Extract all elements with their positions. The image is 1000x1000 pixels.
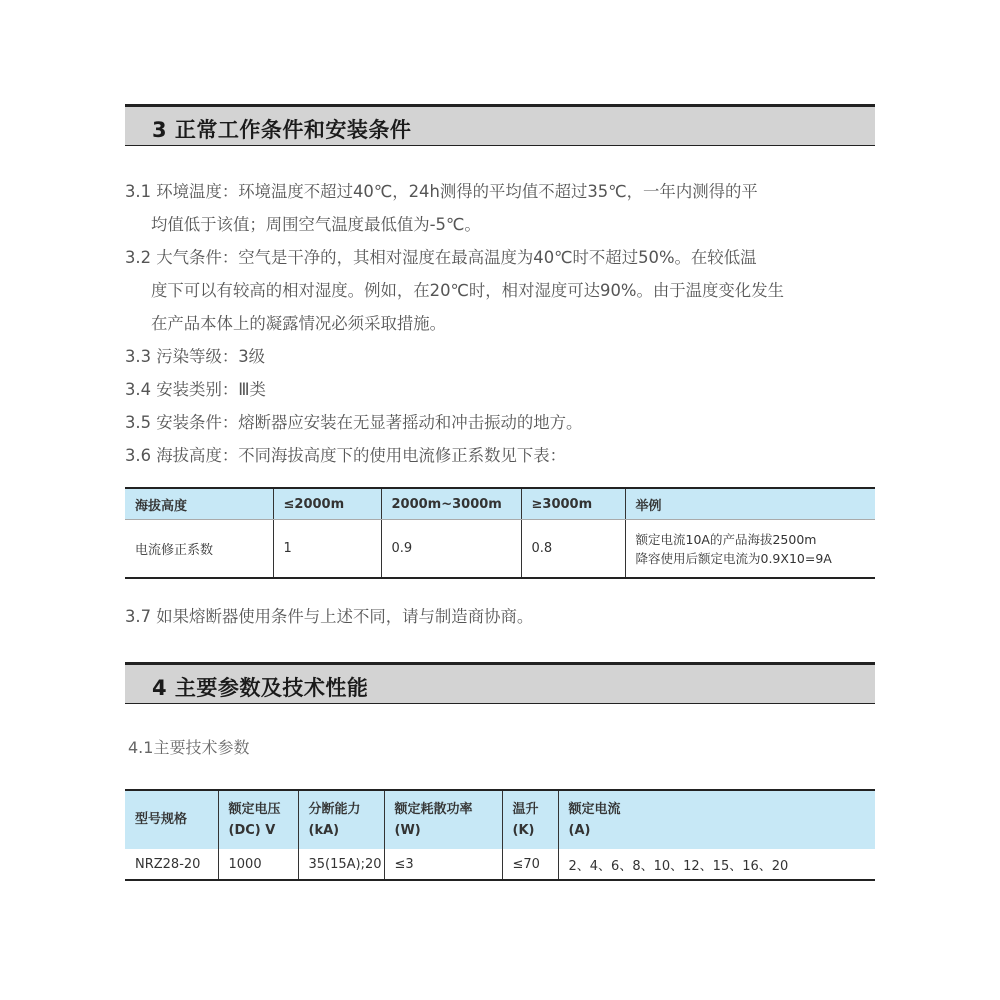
item-3-2-line2: 度下可以有较高的相对湿度。例如，在20℃时，相对湿度可达90%。由于温度变化发生 <box>151 281 784 300</box>
item-3-2-line1: 3.2 大气条件：空气是干净的，其相对湿度在最高温度为40℃时不超过50%。在较低温 <box>125 248 757 267</box>
header-line: (A) <box>568 823 591 838</box>
item-3-7 <box>125 600 885 633</box>
table-row <box>125 520 875 579</box>
rated-current-cell: 2、4、6、8、10、12、15、16、20 <box>558 849 875 880</box>
header-line: 额定电流 <box>568 802 621 817</box>
altitude-header-cell: 举例 <box>625 488 875 520</box>
params-header-cell <box>125 790 218 849</box>
row-label: 电流修正系数 <box>135 543 214 558</box>
section-4-header <box>125 662 875 704</box>
section-3-title: 3 正常工作条件和安装条件 <box>152 118 412 142</box>
header-line: 分断能力 <box>308 802 361 817</box>
params-header-cell <box>218 790 298 849</box>
item-3-6-text: 3.6 海拔高度：不同海拔高度下的使用电流修正系数见下表： <box>125 446 567 465</box>
header-line: 额定耗散功率 <box>394 802 473 817</box>
params-table-header <box>125 790 875 849</box>
header-line: (K) <box>512 823 535 838</box>
params-header-cell <box>558 790 875 849</box>
voltage-cell: 1000 <box>218 849 298 880</box>
header-line: (kA) <box>308 823 340 838</box>
item-3-1-line2: 均值低于该值；周围空气温度最低值为-5℃。 <box>151 215 481 234</box>
altitude-table <box>125 487 875 579</box>
header-line: (W) <box>394 823 421 838</box>
item-3-2 <box>125 241 885 340</box>
header-line: 额定电压 <box>228 802 281 817</box>
altitude-header-cell: 海拔高度 <box>125 488 273 520</box>
item-3-5-text: 3.5 安装条件：熔断器应安装在无显著摇动和冲击振动的地方。 <box>125 413 583 432</box>
section-3-header <box>125 104 875 146</box>
section-4-title: 4 主要参数及技术性能 <box>152 676 369 700</box>
section-4-subtitle: 4.1主要技术参数 <box>128 738 250 757</box>
item-3-1-line1: 3.1 环境温度：环境温度不超过40℃，24h测得的平均值不超过35℃，一年内测得的平 <box>125 182 758 201</box>
factor-cell: 0.9 <box>381 520 521 579</box>
factor-cell: 1 <box>273 520 381 579</box>
item-3-3 <box>125 340 885 373</box>
altitude-header-cell: ≤2000m <box>273 488 381 520</box>
item-3-7-text: 3.7 如果熔断器使用条件与上述不同，请与制造商协商。 <box>125 607 534 626</box>
power-cell: ≤3 <box>384 849 502 880</box>
header-line: 温升 <box>512 802 539 817</box>
item-3-4-text: 3.4 安装类别：Ⅲ类 <box>125 380 266 399</box>
model-cell: NRZ28-20 <box>135 856 201 872</box>
example-line1: 额定电流10A的产品海拔2500m <box>635 531 817 547</box>
item-3-2-line3: 在产品本体上的凝露情况必须采取措施。 <box>151 314 447 333</box>
altitude-table-header <box>125 488 875 520</box>
header-line: (DC) V <box>228 823 276 838</box>
params-table <box>125 789 875 881</box>
header-line: 型号规格 <box>135 812 188 827</box>
example-line2: 降容使用后额定电流为0.9X10=9A <box>635 550 832 566</box>
breaking-capacity-cell: 35(15A);20 <box>298 849 384 880</box>
params-header-cell <box>384 790 502 849</box>
factor-cell: 0.8 <box>521 520 625 579</box>
item-3-5 <box>125 406 885 439</box>
item-3-3-text: 3.3 污染等级：3级 <box>125 347 266 366</box>
params-header-cell <box>298 790 384 849</box>
params-header-cell <box>502 790 558 849</box>
temperature-rise-cell: ≤70 <box>502 849 558 880</box>
example-cell <box>625 520 875 579</box>
altitude-header-cell: 2000m~3000m <box>381 488 521 520</box>
table-row <box>125 849 875 880</box>
altitude-header-cell: ≥3000m <box>521 488 625 520</box>
item-3-1 <box>125 175 885 241</box>
item-3-4 <box>125 373 885 406</box>
item-3-6 <box>125 439 885 472</box>
